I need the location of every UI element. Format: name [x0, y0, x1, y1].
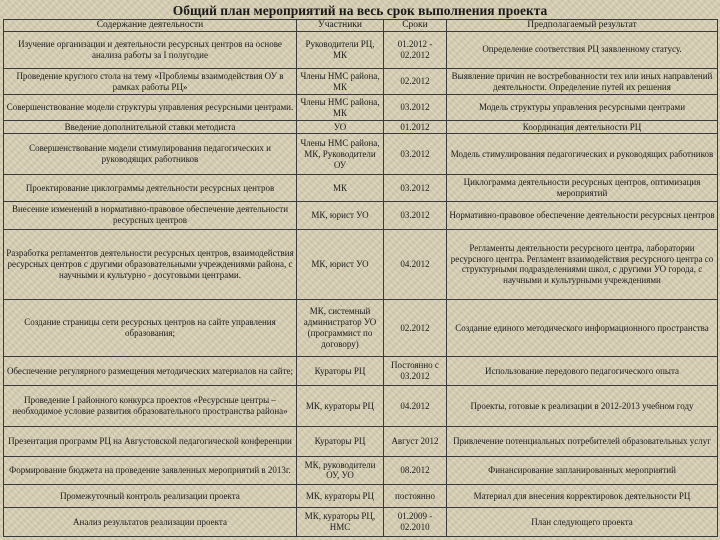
- cell-result: Материал для внесения корректировок деятельности РЦ: [447, 484, 718, 508]
- cell-activity: Совершенствование модели стимулирования педагогических и руководящих работников: [4, 134, 297, 175]
- table-row: [4, 175, 718, 202]
- cell-activity: Презентация программ РЦ на Августовской педагогической конференции: [4, 427, 297, 457]
- cell-activity: Промежуточный контроль реализации проекта: [4, 484, 297, 508]
- page-title: Общий план мероприятий на весь срок выполнения проекта: [172, 3, 548, 18]
- cell-result: План следующего проекта: [447, 508, 718, 537]
- cell-result: Модель стимулирования педагогических и руководящих работников: [447, 134, 718, 175]
- cell-activity: Введение дополнительной ставки методиста: [4, 120, 297, 133]
- cell-dates: 03.2012: [384, 201, 447, 229]
- cell-participants: Члены НМС района, МК: [297, 68, 384, 95]
- cell-participants: МК, руководители ОУ, УО: [297, 456, 384, 484]
- header-dates: Сроки: [384, 20, 447, 32]
- table-row: [4, 484, 718, 508]
- cell-result: Привлечение потенциальных потребителей образовательных услуг: [447, 427, 718, 457]
- table-row: [4, 68, 718, 95]
- table-row: [4, 201, 718, 229]
- table-row: [4, 95, 718, 121]
- cell-participants: МК, кураторы РЦ: [297, 484, 384, 508]
- cell-result: Модель структуры управления ресурсными центрами: [447, 95, 718, 121]
- table-row: [4, 508, 718, 537]
- cell-dates: 02.2012: [384, 68, 447, 95]
- table-row: [4, 300, 718, 356]
- cell-activity: Разработка регламентов деятельности ресурсных центров, взаимодействия ресурсных центров с другими образовательными учреждениями района, с научными и культурно - досуговыми центрами.: [4, 229, 297, 300]
- cell-participants: МК, кураторы РЦ: [297, 386, 384, 427]
- table-row: [4, 386, 718, 427]
- cell-dates: 08.2012: [384, 456, 447, 484]
- table-header-row: [4, 20, 718, 32]
- cell-dates: Постоянно с 03.2012: [384, 356, 447, 386]
- cell-activity: Проведение круглого стола на тему «Проблемы взаимодействия ОУ в рамках работы РЦ»: [4, 68, 297, 95]
- cell-participants: МК, юрист УО: [297, 229, 384, 300]
- cell-activity: Создание страницы сети ресурсных центров на сайте управления образования;: [4, 300, 297, 356]
- cell-result: Определение соответствия РЦ заявленному статусу.: [447, 31, 718, 68]
- cell-dates: 03.2012: [384, 95, 447, 121]
- header-result: Предполагаемый результат: [447, 20, 718, 32]
- table-row: [4, 120, 718, 133]
- cell-participants: Члены НМС района, МК: [297, 95, 384, 121]
- cell-result: Создание единого методического информационного пространства: [447, 300, 718, 356]
- cell-result: Использование передового педагогического опыта: [447, 356, 718, 386]
- table-row: [4, 31, 718, 68]
- table-row: [4, 134, 718, 175]
- cell-activity: Совершенствование модели структуры управления ресурсными центрами.: [4, 95, 297, 121]
- cell-participants: Члены НМС района, МК, Руководители ОУ: [297, 134, 384, 175]
- cell-activity: Проведение I районного конкурса проектов «Ресурсные центры – необходимое условие развития образовательного пространства района»: [4, 386, 297, 427]
- cell-result: Финансирование запланированных мероприятий: [447, 456, 718, 484]
- cell-activity: Проектирование циклограммы деятельности ресурсных центров: [4, 175, 297, 202]
- cell-dates: 01.2012: [384, 120, 447, 133]
- cell-dates: 03.2012: [384, 134, 447, 175]
- cell-participants: МК: [297, 175, 384, 202]
- table-row: [4, 356, 718, 386]
- cell-activity: Анализ результатов реализации проекта: [4, 508, 297, 537]
- cell-dates: 04.2012: [384, 386, 447, 427]
- cell-participants: МК, системный администратор УО (программист по договору): [297, 300, 384, 356]
- header-activity: Содержание деятельности: [4, 20, 297, 32]
- cell-participants: МК, юрист УО: [297, 201, 384, 229]
- cell-participants: Руководители РЦ, МК: [297, 31, 384, 68]
- cell-dates: 01.2012 - 02.2012: [384, 31, 447, 68]
- table-row: [4, 456, 718, 484]
- cell-dates: 03.2012: [384, 175, 447, 202]
- cell-participants: УО: [297, 120, 384, 133]
- header-participants: Участники: [297, 20, 384, 32]
- cell-participants: Кураторы РЦ: [297, 356, 384, 386]
- plan-table: [3, 19, 718, 537]
- cell-activity: Формирование бюджета на проведение заявленных мероприятий в 2013г.: [4, 456, 297, 484]
- cell-dates: Август 2012: [384, 427, 447, 457]
- cell-dates: постоянно: [384, 484, 447, 508]
- cell-activity: Внесение изменений в нормативно-правовое обеспечение деятельности ресурсных центров: [4, 201, 297, 229]
- cell-participants: МК, кураторы РЦ, НМС: [297, 508, 384, 537]
- table-row: [4, 427, 718, 457]
- cell-result: Нормативно-правовое обеспечение деятельности ресурсных центров: [447, 201, 718, 229]
- cell-activity: Изучение организации и деятельности ресурсных центров на основе анализа работы за I полугодие: [4, 31, 297, 68]
- cell-dates: 01.2009 - 02.2010: [384, 508, 447, 537]
- cell-result: Координация деятельности РЦ: [447, 120, 718, 133]
- cell-result: Циклограмма деятельности ресурсных центров, оптимизация мероприятий: [447, 175, 718, 202]
- table-row: [4, 229, 718, 300]
- cell-result: Проекты, готовые к реализации в 2012-2013 учебном году: [447, 386, 718, 427]
- cell-result: Выявление причин не востребованности тех или иных направлений деятельности. Определение путей их решения: [447, 68, 718, 95]
- cell-result: Регламенты деятельности ресурсного центра, лаборатории ресурсного центра. Регламент взаимодействия ресурсного центра со структурными подразделениями школ, с другими УО города, с научными и культурными учреждениями: [447, 229, 718, 300]
- cell-dates: 04.2012: [384, 229, 447, 300]
- cell-participants: Кураторы РЦ: [297, 427, 384, 457]
- cell-dates: 02.2012: [384, 300, 447, 356]
- cell-activity: Обеспечение регулярного размещения методических материалов на сайте;: [4, 356, 297, 386]
